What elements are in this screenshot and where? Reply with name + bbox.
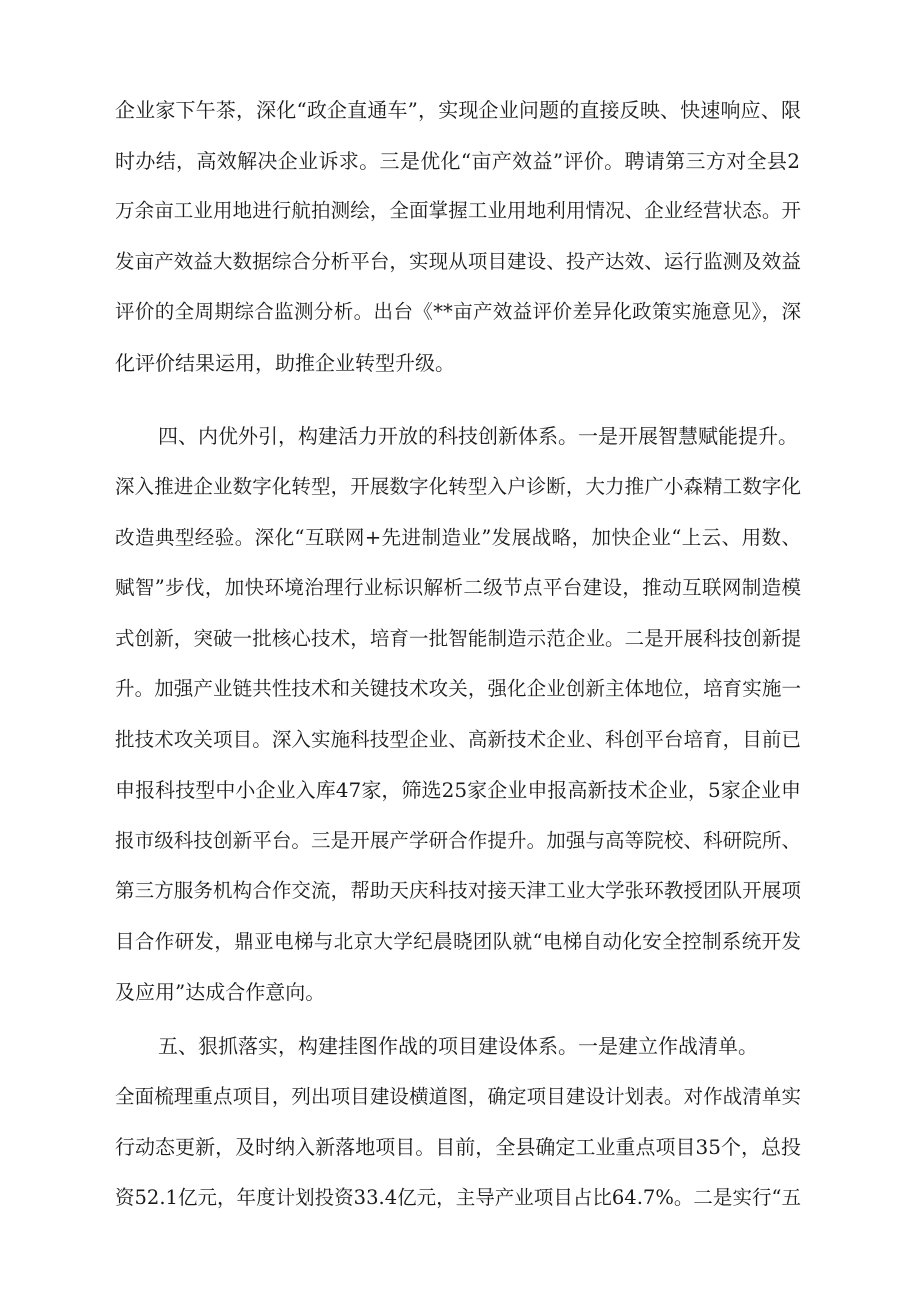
section-heading-line: [0, 418, 920, 454]
text-line: [0, 873, 920, 909]
text-line-content: 五、狠抓落实，构建挂图作战的项目建设体系。一是建立作战清单。: [158, 1034, 758, 1058]
text-line-content: 深入推进企业数字化转型，开展数字化转型入户诊断，大力推广小森精工数字化: [115, 475, 801, 498]
text-line-content: 及应用”达成合作意向。: [115, 980, 326, 1004]
text-line-content: 全面梳理重点项目，列出项目建设横道图，确定项目建设计划表。对作战清单实: [115, 1085, 801, 1108]
text-line-content: 改造典型经验。深化“互联网+先进制造业”发展战略，加快企业“上云、用数、: [115, 526, 801, 549]
text-line-content: 发亩产效益大数据综合分析平台，实现从项目建设、投产达效、运行监测及效益: [115, 250, 801, 273]
text-line-content: 企业家下午茶，深化“政企直通车”，实现企业问题的直接反映、快速响应、限: [115, 98, 801, 122]
text-line-content: 四、内优外引，构建活力开放的科技创新体系。一是开展智慧赋能提升。: [158, 424, 798, 448]
text-line-content: 时办结，高效解决企业诉求。三是优化“亩产效益”评价。聘请第三方对全县2: [115, 149, 800, 173]
text-line: [0, 92, 920, 128]
text-line: [0, 345, 920, 381]
text-line: [0, 520, 920, 556]
text-line-content: 报市级科技创新平台。三是开展产学研合作提升。加强与高等院校、科研院所、: [115, 829, 801, 852]
text-line-content: 赋智”步伐，加快环境治理行业标识解析二级节点平台建设，推动互联网制造模: [115, 576, 801, 599]
text-line: [0, 772, 920, 808]
text-line: [0, 722, 920, 758]
text-line-content: 评价的全周期综合监测分析。出台《**亩产效益评价差异化政策实施意见》，深: [115, 300, 801, 323]
text-line: [0, 1079, 920, 1115]
text-line: [0, 974, 920, 1010]
text-line: [0, 244, 920, 280]
text-line: [0, 469, 920, 505]
text-line-content: 万余亩工业用地进行航拍测绘，全面掌握工业用地利用情况、企业经营状态。开: [115, 199, 801, 222]
text-line-content: 化评价结果运用，助推企业转型升级。: [115, 351, 455, 375]
text-line: [0, 570, 920, 606]
text-line: [0, 294, 920, 330]
text-line: [0, 671, 920, 707]
text-line-content: 式创新，突破一批核心技术，培育一批智能制造示范企业。二是开展科技创新提: [115, 627, 801, 650]
text-line: [0, 1129, 920, 1165]
text-line-content: 升。加强产业链共性技术和关键技术攻关，强化企业创新主体地位，培育实施一: [115, 677, 801, 700]
text-line-content: 申报科技型中小企业入库47家，筛选25家企业申报高新技术企业，5家企业申: [115, 778, 801, 802]
text-line: [0, 823, 920, 859]
text-line: [0, 143, 920, 179]
text-line-content: 资52.1亿元，年度计划投资33.4亿元，主导产业项目占比64.7%。二是实行“五: [115, 1186, 801, 1209]
text-line-content: 批技术攻关项目。深入实施科技型企业、高新技术企业、科创平台培育，目前已: [115, 728, 801, 751]
text-line-content: 目合作研发，鼎亚电梯与北京大学纪晨晓团队就“电梯自动化安全控制系统开发: [115, 930, 801, 953]
text-line: [0, 193, 920, 229]
section-heading-line: [0, 1028, 920, 1064]
text-line-content: 第三方服务机构合作交流，帮助天庆科技对接天津工业大学张环教授团队开展项: [115, 879, 801, 902]
text-line-content: 行动态更新，及时纳入新落地项目。目前，全县确定工业重点项目35个，总投: [115, 1135, 801, 1159]
text-line: [0, 1180, 920, 1216]
text-line: [0, 924, 920, 960]
text-line: [0, 621, 920, 657]
